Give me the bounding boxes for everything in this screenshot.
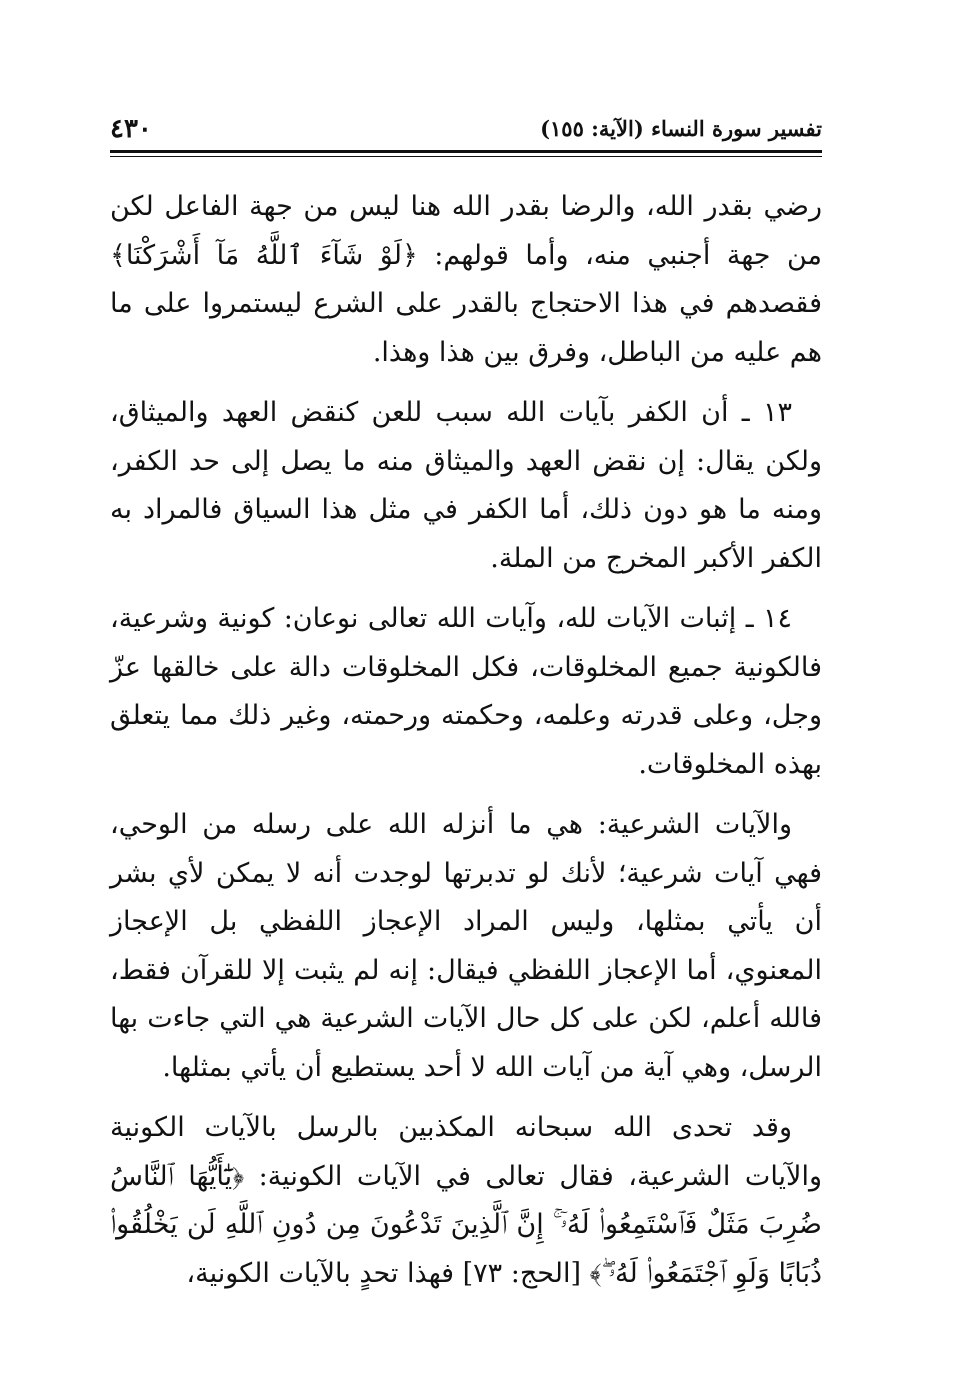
paragraph-3: ١٤ ـ إثبات الآيات لله، وآيات الله تعالى نوعان: كونية وشرعية، فالكونية جميع المخلوقات، فكل المخلوقات دالة على خالقها عزّ وجل، وعلى قدرته وعلمه، وحكمته ورحمته، وغير ذلك مما يتعلق بهذه المخلوقات.: [110, 603, 822, 780]
page-number: ٤٣٠: [110, 114, 152, 144]
header-rule-thick: [110, 150, 822, 153]
header-rule-thin: [110, 156, 822, 157]
page-header: [110, 108, 822, 148]
book-page: [110, 108, 822, 1310]
paragraph-1: رضي بقدر الله، والرضا بقدر الله هنا ليس من جهة الفاعل لكن من جهة أجنبي منه، وأما قولهم: ﴿لَوْ شَآءَ ٱللَّهُ مَآ أَشْرَكْنَا﴾ فقصدهم في هذا الاحتجاج بالقدر على الشرع ليستمروا على ما هم عليه من الباطل، وفرق بين هذا وهذا.: [110, 191, 822, 368]
paragraph-4: والآيات الشرعية: هي ما أنزله الله على رسله من الوحي، فهي آيات شرعية؛ لأنك لو تدبرتها لوجدت أنه لا يمكن لأي بشر أن يأتي بمثلها، وليس المراد الإعجاز اللفظي بل الإعجاز المعنوي، أما الإعجاز اللفظي فيقال: إنه لم يثبت إلا للقرآن فقط، فالله أعلم، لكن على كل حال الآيات الشرعية هي التي جاءت بها الرسل، وهي آية من آيات الله لا أحد يستطيع أن يأتي بمثلها.: [110, 809, 822, 1083]
page-body: [110, 183, 822, 1298]
paragraph-2: ١٣ ـ أن الكفر بآيات الله سبب للعن كنقض العهد والميثاق، ولكن يقال: إن نقض العهد والميثاق منه ما يصل إلى حد الكفر، ومنه ما هو دون ذلك، أما الكفر في مثل هذا السياق فالمراد به الكفر الأكبر المخرج من الملة.: [110, 397, 822, 574]
running-title: تفسير سورة النساء (الآية: ١٥٥): [540, 116, 822, 141]
paragraph-5: وقد تحدى الله سبحانه المكذبين بالرسل بالآيات الكونية والآيات الشرعية، فقال تعالى في الآيات الكونية: ﴿يَٰٓأَيُّهَا ٱلنَّاسُ ضُرِبَ مَثَلٌ فَٱسْتَمِعُوا۟ لَهُۥٓ ۚ إِنَّ ٱلَّذِينَ تَدْعُونَ مِن دُونِ ٱللَّهِ لَن يَخْلُقُوا۟ ذُبَابًا وَلَوِ ٱجْتَمَعُوا۟ لَهُۥ ۖ﴾ [الحج: ٧٣] فهذا تحدٍ بالآيات الكونية،: [110, 1112, 822, 1289]
